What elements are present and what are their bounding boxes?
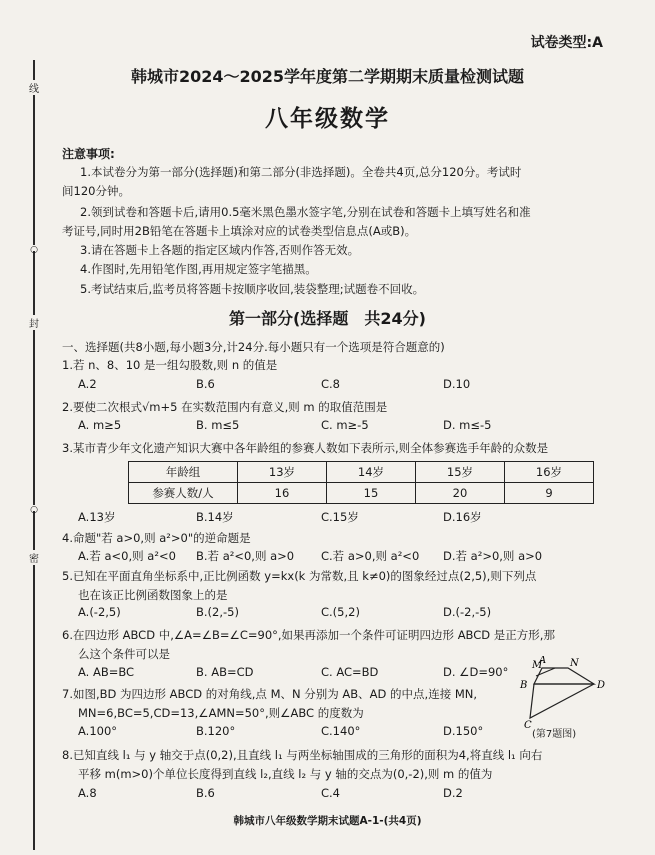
figure-label-n: N: [570, 658, 579, 669]
option-a: A.13岁: [78, 510, 116, 524]
exam-title: 韩城市2024～2025学年度第二学期期末质量检测试题: [130, 67, 525, 86]
question-5-options: [78, 605, 608, 623]
figure-label-d: D: [597, 680, 606, 691]
option-b: B. AB=CD: [196, 665, 254, 679]
option-b: B.120°: [196, 724, 236, 738]
option-a: A.若 a<0,则 a²<0: [78, 549, 176, 563]
table-cell: 20: [416, 483, 505, 504]
option-d: D.若 a²>0,则 a>0: [443, 549, 543, 563]
option-a: A.(-2,5): [78, 605, 121, 619]
question-8-line-1: 8.已知直线 l₁ 与 y 轴交于点(0,2),且直线 l₁ 与两坐标轴围成的三角形的面积为4,将直线 l₁ 向右: [62, 748, 543, 762]
table-cell: 16岁: [505, 462, 594, 483]
part-one-title: 第一部分(选择题 共24分): [229, 309, 426, 328]
option-a: A. AB=BC: [78, 665, 135, 679]
question-5-line-2: 也在该正比例函数图象上的是: [78, 588, 228, 602]
question-3-options: [78, 509, 608, 527]
table-row: [129, 483, 594, 504]
notice-line: 考证号,同时用2B铅笔在答题卡上填涂对应的试卷类型信息点(A或B)。: [62, 224, 417, 238]
option-d: D. m≤-5: [443, 418, 492, 432]
option-a: A.2: [78, 377, 97, 391]
table-cell: 15岁: [416, 462, 505, 483]
notice-heading: 注意事项:: [62, 147, 115, 161]
option-c: C.140°: [321, 724, 361, 738]
option-b: B.14岁: [196, 510, 234, 524]
table-cell: 9: [505, 483, 594, 504]
section-intro: 一、选择题(共8小题,每小题3分,计24分.每小题只有一个选项是符合题意的): [62, 340, 445, 354]
table-cell: 13岁: [238, 462, 327, 483]
option-b: B.(2,-5): [196, 605, 239, 619]
age-table: [128, 461, 594, 504]
option-a: A. m≥5: [78, 418, 122, 432]
option-d: D.16岁: [443, 510, 482, 524]
table-cell: 15: [327, 483, 416, 504]
figure-label-a: A: [539, 656, 547, 666]
option-c: C.(5,2): [321, 605, 360, 619]
notice-line: 1.本试卷分为第一部分(选择题)和第二部分(非选择题)。全卷共4页,总分120分。考试时: [80, 165, 522, 179]
option-c: C. m≥-5: [321, 418, 369, 432]
question-6-line-2: 么这个条件可以是: [78, 647, 170, 661]
table-cell: 年龄组: [129, 462, 238, 483]
option-b: B.6: [196, 377, 215, 391]
binding-circle: ○: [30, 245, 38, 255]
option-d: D.150°: [443, 724, 484, 738]
figure-label-c: C: [524, 720, 532, 731]
question-1: 1.若 n、8、10 是一组勾股数,则 n 的值是: [62, 358, 278, 372]
subject-title: 八年级数学: [265, 106, 390, 132]
notice-line: 2.领到试卷和答题卡后,请用0.5毫米黑色墨水签字笔,分别在试卷和答题卡上填写姓名和准: [80, 205, 531, 219]
binding-line: [33, 60, 35, 850]
notice-line: 3.请在答题卡上各题的指定区域内作答,否则作答无效。: [80, 243, 360, 257]
question-4-options: [78, 548, 608, 566]
option-b: B. m≤5: [196, 418, 240, 432]
table-cell: 参赛人数/人: [129, 483, 238, 504]
notice-line: 4.作图时,先用铅笔作图,再用规定签字笔描黑。: [80, 262, 317, 276]
figure-label-b: B: [520, 680, 528, 691]
notice-line: 5.考试结束后,监考员将答题卡按顺序收回,装袋整理;试题卷不回收。: [80, 282, 425, 296]
option-c: C.若 a>0,则 a²<0: [321, 549, 420, 563]
option-a: A.8: [78, 786, 97, 800]
binding-circle: ○: [30, 505, 38, 515]
option-d: D.10: [443, 377, 471, 391]
binding-mark-mi: 密: [28, 550, 40, 565]
question-6-line-1: 6.在四边形 ABCD 中,∠A=∠B=∠C=90°,如果再添加一个条件可证明四边形 ABCD 是正方形,那: [62, 628, 555, 642]
option-c: C.15岁: [321, 510, 359, 524]
question-8-options: [78, 786, 608, 804]
option-d: D.2: [443, 786, 463, 800]
option-d: D. ∠D=90°: [443, 665, 509, 679]
question-7-line-2: MN=6,BC=5,CD=13,∠AMN=50°,则∠ABC 的度数为: [78, 706, 364, 720]
option-d: D.(-2,-5): [443, 605, 492, 619]
question-8-line-2: 平移 m(m>0)个单位长度得到直线 l₂,直线 l₂ 与 y 轴的交点为(0,-2),则 m 的值为: [78, 767, 493, 781]
binding-mark-xian: 线: [28, 80, 40, 95]
option-c: C. AC=BD: [321, 665, 379, 679]
question-7-line-1: 7.如图,BD 为四边形 ABCD 的对角线,点 M、N 分别为 AB、AD 的中点,连接 MN,: [62, 687, 478, 701]
question-1-options: [78, 377, 608, 395]
page-footer: 韩城市八年级数学期末试题A-1-(共4页): [233, 815, 422, 827]
option-a: A.100°: [78, 724, 118, 738]
binding-mark-feng: 封: [28, 315, 40, 330]
table-header-row: [129, 462, 594, 483]
figure-label-m: M: [532, 660, 543, 671]
question-2: 2.要使二次根式√m+5 在实数范围内有意义,则 m 的取值范围是: [62, 400, 388, 414]
question-2-options: [78, 418, 608, 436]
binding-margin: [30, 60, 38, 850]
figure-caption: (第7题图): [532, 729, 577, 740]
question-5-line-1: 5.已知在平面直角坐标系中,正比例函数 y=kx(k 为常数,且 k≠0)的图象经过点(2,5),则下列点: [62, 569, 537, 583]
table-cell: 14岁: [327, 462, 416, 483]
option-b: B.6: [196, 786, 215, 800]
question-3: 3.某市青少年文化遗产知识大赛中各年龄组的参赛人数如下表所示,则全体参赛选手年龄的众数是: [62, 441, 549, 455]
paper-type-label: 试卷类型:A: [530, 35, 603, 51]
option-b: B.若 a²<0,则 a>0: [196, 549, 295, 563]
option-c: C.8: [321, 377, 341, 391]
question-4: 4.命题"若 a>0,则 a²>0"的逆命题是: [62, 531, 251, 545]
table-cell: 16: [238, 483, 327, 504]
notice-line: 间120分钟。: [62, 184, 130, 198]
option-c: C.4: [321, 786, 341, 800]
